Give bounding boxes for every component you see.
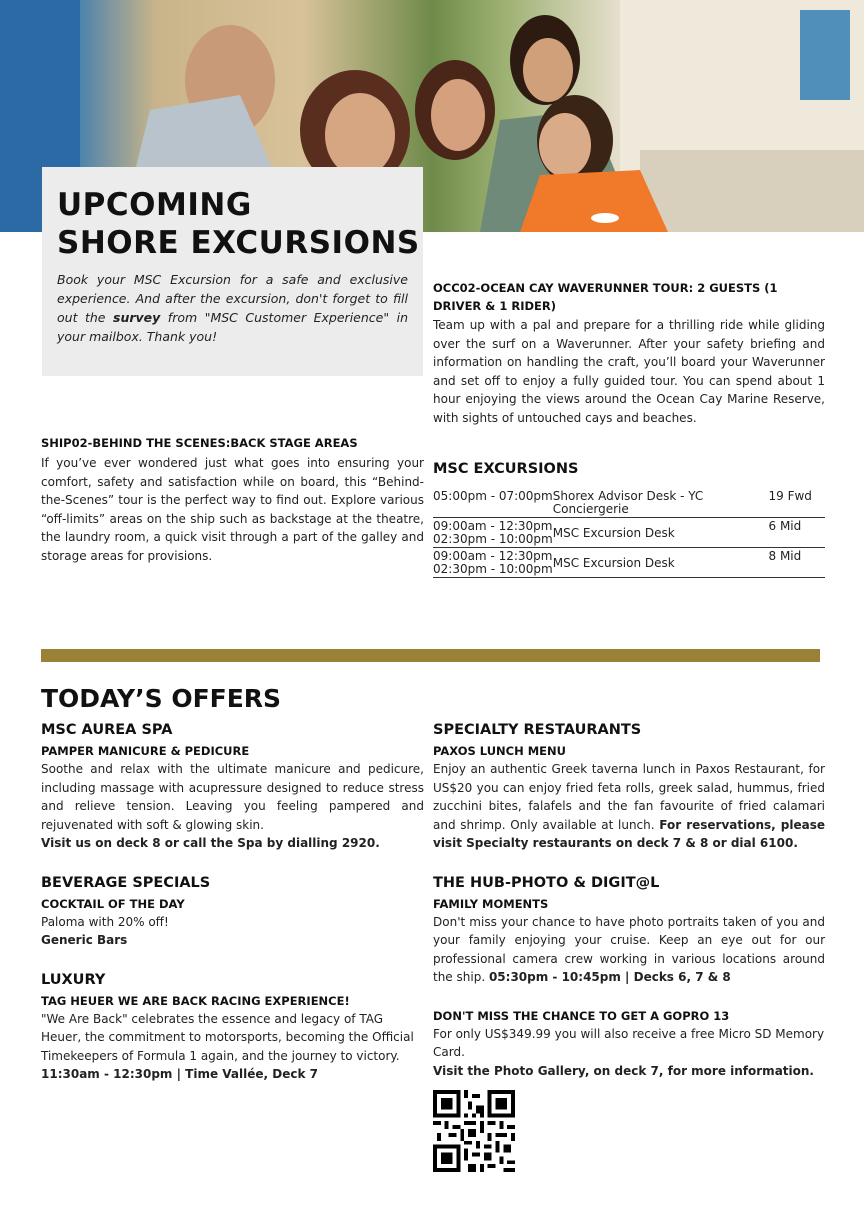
restaurants-body-text: Enjoy an authentic Greek taverna lunch in Paxos Restaurant, for US$20 you can enjoy fried feta rolls, greek salad, hummus, fried zucchini bites, falafels and the fan favourite of fried calamari and shrimp. Only available at lunch. [433,762,825,832]
gopro-cta: Visit the Photo Gallery, on deck 7, for more information. [433,1063,814,1078]
time-slot: 02:30pm - 10:00pm [433,532,553,546]
luxury-cta: 11:30am - 12:30pm | Time Vallée, Deck 7 [41,1067,318,1081]
occ02-title: OCC02-OCEAN CAY WAVERUNNER TOUR: 2 GUESTS (1 DRIVER & 1 RIDER) [433,281,778,313]
beverage-cta: Generic Bars [41,933,128,947]
time-slot: 09:00am - 12:30pm [433,519,553,533]
beverage-subheading: COCKTAIL OF THE DAY [41,896,185,911]
hub-body-text: Don't miss your chance to have photo portraits taken of you and your family enjoying your cruise. Keep an eye out for our professional camera crew working in various locations around the ship. [433,914,825,984]
schedule-deck: 6 Mid [768,519,802,533]
time-slot: 02:30pm - 10:00pm [433,562,553,576]
luxury-body: "We Are Back" celebrates the essence and legacy of TAG Heuer, the commitment to motorsports, becoming the Official Timekeepers of Formula 1 again, and the journey to victory. [41,1011,414,1063]
table-row [433,518,825,548]
schedule-title: MSC EXCURSIONS [433,461,579,477]
hub-cta: 05:30pm - 10:45pm | Decks 6, 7 & 8 [488,970,731,984]
offers-right-column [433,720,825,1080]
schedule-time [433,518,553,548]
restaurants-body [433,760,825,853]
time-slot: 09:00am - 12:30pm [433,549,553,563]
schedule-deck: 19 Fwd [768,489,812,503]
ship02-body: If you’ve ever wondered just what goes into ensuring your comfort, safety and satisfaction while on board, this “Behind-the-Scenes” tour is the perfect way to find out. Explore various “off-limits” areas on the ship such as backstage at the theatre, the laundry room, a quick visit through a part of the galley and storage areas for provisions. [41,456,424,563]
luxury-heading: LUXURY [41,971,106,988]
restaurants-cta: For reservations, please visit Specialty restaurants on deck 7 & 8 or dial 6100. [433,817,825,850]
offers-title: TODAY’S OFFERS [41,684,282,713]
survey-link-text: survey [113,310,161,325]
beverage-heading: BEVERAGE SPECIALS [41,874,211,891]
schedule-location: MSC Excursion Desk [552,525,675,540]
gopro-heading: DON'T MISS THE CHANCE TO GET A GOPRO 13 [433,1008,730,1023]
hub-body [433,913,825,987]
page-title-line2: SHORE EXCURSIONS [57,225,420,261]
schedule-time [433,488,553,518]
excursion-schedule-table [433,488,825,578]
restaurants-subheading: PAXOS LUNCH MENU [433,744,567,758]
luxury-subheading: TAG HEUER WE ARE BACK RACING EXPERIENCE! [41,993,350,1008]
gopro-body: For only US$349.99 you will also receive a free Micro SD Memory Card. [433,1026,825,1059]
schedule-location: Shorex Advisor Desk - YC Conciergerie [552,489,704,516]
intro-text-part2: from "MSC Customer Experience" in your mailbox. Thank you! [57,310,408,344]
spa-body: Soothe and relax with the ultimate manicure and pedicure, including massage with acupressure designed to reduce stress and relieve tension. Leaving you feeling pampered and rejuvenated with soft & glowing skin. [41,762,424,832]
occ02-body: Team up with a pal and prepare for a thrilling ride while gliding over the surf on a Waverunner. After your safety briefing and information on handling the craft, you’ll board your Waverunner and set off to enjoy a fully guided tour. You can spend about 1 hour enjoying the views around the Ocean Cay Marine Reserve, with sights of untouched cays and beaches. [433,318,825,425]
section-divider [41,649,820,662]
spa-heading: MSC AUREA SPA [41,722,173,738]
intro-text [57,270,408,346]
qr-code[interactable] [433,1090,515,1172]
ship02-title: SHIP02-BEHIND THE SCENES:BACK STAGE AREAS [41,436,358,450]
hub-heading: THE HUB-PHOTO & DIGIT@L [433,874,660,891]
intro-text-part1: Book your MSC Excursion for a safe and exclusive experience. And after the excursion, don't forget to fill out the [57,272,408,325]
spa-cta: Visit us on deck 8 or call the Spa by dialling 2920. [41,836,380,850]
page-title-line1: UPCOMING [57,187,252,223]
table-row [433,548,825,578]
table-row [433,488,825,518]
offers-left-column [41,720,424,1084]
restaurants-heading: SPECIALTY RESTAURANTS [433,722,642,738]
schedule-time [433,548,553,578]
schedule-deck: 8 Mid [768,549,802,563]
page-title [57,186,420,262]
hub-subheading: FAMILY MOMENTS [433,896,549,911]
beverage-body: Paloma with 20% off! [41,914,169,929]
spa-subheading: PAMPER MANICURE & PEDICURE [41,744,250,758]
schedule-location: MSC Excursion Desk [552,555,675,570]
time-slot: 05:00pm - 07:00pm [433,489,553,503]
